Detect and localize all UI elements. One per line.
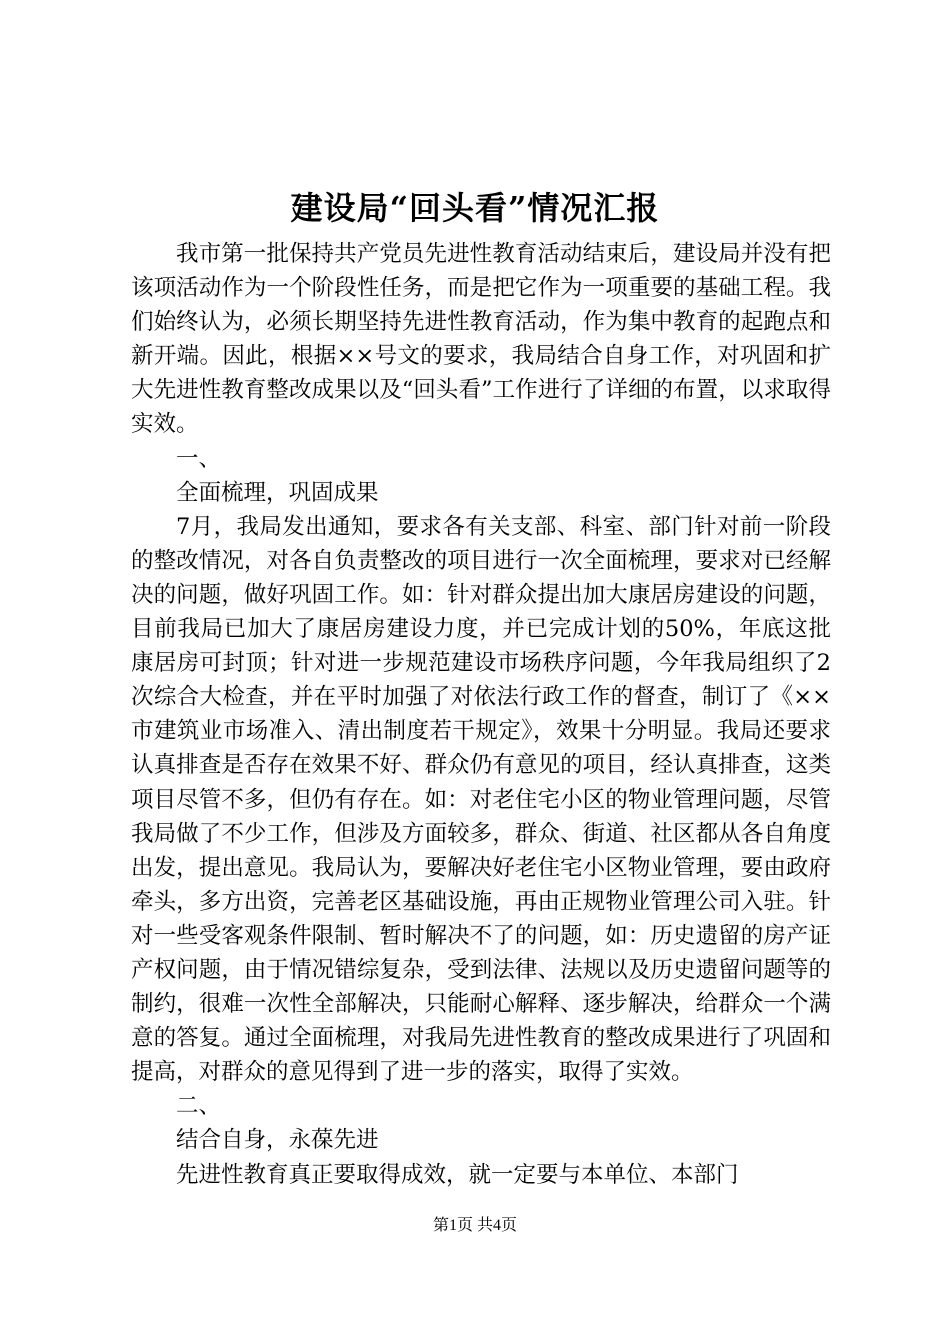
section-heading-1: 全面梳理，巩固成果 [176,479,379,506]
section-2-paragraph: 先进性教育真正要取得成效，就一定要与本单位、本部门 [176,1161,739,1188]
section-number-2: 二、 [176,1093,222,1120]
intro-paragraph: 我市第一批保持共产党员先进性教育活动结束后，建设局并没有把该项活动作为一个阶段性任务，而是把它作为一项重要的基础工程。我们始终认为，必须长期坚持先进性教育活动，作为集中教育的起跑点和新开端。因此，根据××号文的要求，我局结合自身工作，对巩固和扩大先进性教育整改成果以及“回头看”工作进行了详细的布置，以求取得实效。 [131,241,831,438]
document-body [131,237,831,1192]
page-footer: 第1页 共4页 [432,1217,517,1234]
section-heading-2: 结合自身，永葆先进 [176,1127,379,1154]
document-title: 建设局“回头看”情况汇报 [290,189,660,227]
section-number-1: 一、 [176,445,222,472]
section-1-paragraph: 7月，我局发出通知，要求各有关支部、科室、部门针对前一阶段的整改情况，对各自负责整改的项目进行一次全面梳理，要求对已经解决的问题，做好巩固工作。如：针对群众提出加大康居房建设的问题，目前我局已加大了康居房建设力度，并已完成计划的50%，年底这批康居房可封顶；针对进一步规范建设市场秩序问题，今年我局组织了2次综合大检查，并在平时加强了对依法行政工作的督查，制订了《××市建筑业市场准入、清出制度若干规定》，效果十分明显。我局还要求认真排查是否存在效果不好、群众仍有意见的项目，经认真排查，这类项目尽管不多，但仍有存在。如：对老住宅小区的物业管理问题，尽管我局做了不少工作，但涉及方面较多，群众、街道、社区都从各自角度出发，提出意见。我局认为，要解决好老住宅小区物业管理，要由政府牵头，多方出资，完善老区基础设施，再由正规物业管理公司入驻。针对一些受客观条件限制、暂时解决不了的问题，如：历史遗留的房产证产权问题，由于情况错综复杂，受到法律、法规以及历史遗留问题等的制约，很难一次性全部解决，只能耐心解释、逐步解决，给群众一个满意的答复。通过全面梳理，对我局先进性教育的整改成果进行了巩固和提高，对群众的意见得到了进一步的落实，取得了实效。 [131,513,831,1086]
